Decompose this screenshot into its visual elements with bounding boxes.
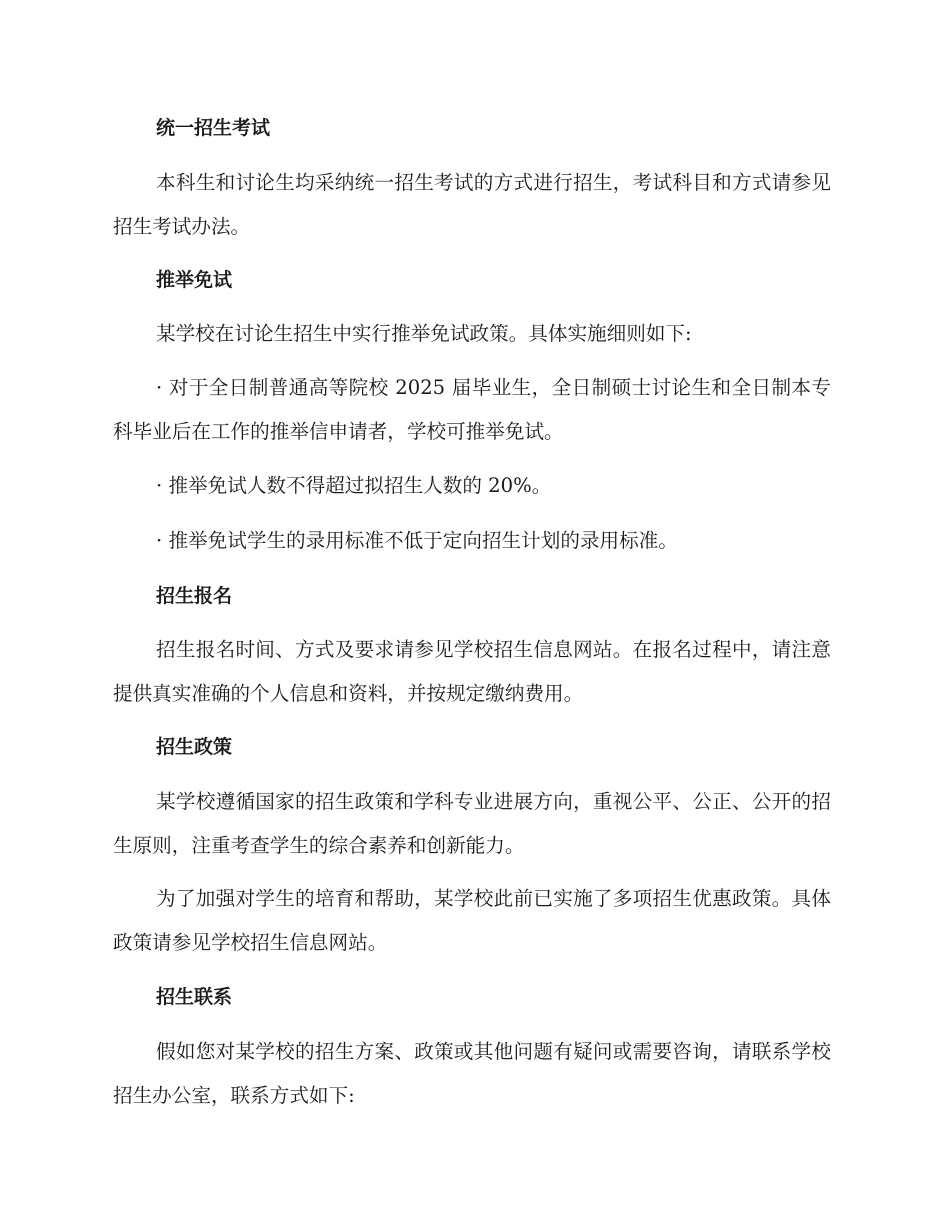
section-heading-policy: 招生政策 [156,736,233,758]
paragraph-policy-2: 为了加强对学生的培育和帮助，某学校此前已实施了多项招生优惠政策。具体政策请参见学校招生信息网站。 [113,887,831,954]
paragraph-policy-1: 某学校遵循国家的招生政策和学科专业进展方向，重视公平、公正、公开的招生原则，注重考查学生的综合素养和创新能力。 [113,790,831,857]
bullet-recommend-1: · 对于全日制普通高等院校 2025 届毕业生，全日制硕士讨论生和全日制本专科毕业后在工作的推举信申请者，学校可推举免试。 [113,376,831,443]
section-heading-registration: 招生报名 [156,585,233,607]
bullet-recommend-3: · 推举免试学生的录用标准不低于定向招生计划的录用标准。 [156,529,678,552]
paragraph-exam: 本科生和讨论生均采纳统一招生考试的方式进行招生，考试科目和方式请参见招生考试办法。 [113,171,831,238]
section-heading-contact: 招生联系 [156,986,233,1008]
bullet-recommend-2: · 推举免试人数不得超过拟招生人数的 20%。 [156,474,552,497]
section-heading-exam: 统一招生考试 [156,117,271,139]
paragraph-registration: 招生报名时间、方式及要求请参见学校招生信息网站。在报名过程中，请注意提供真实准确的个人信息和资料，并按规定缴纳费用。 [113,638,831,705]
section-heading-recommend: 推举免试 [156,269,233,291]
paragraph-recommend: 某学校在讨论生招生中实行推举免试政策。具体实施细则如下: [156,322,692,345]
paragraph-contact: 假如您对某学校的招生方案、政策或其他问题有疑问或需要咨询，请联系学校招生办公室，联系方式如下: [113,1040,831,1107]
